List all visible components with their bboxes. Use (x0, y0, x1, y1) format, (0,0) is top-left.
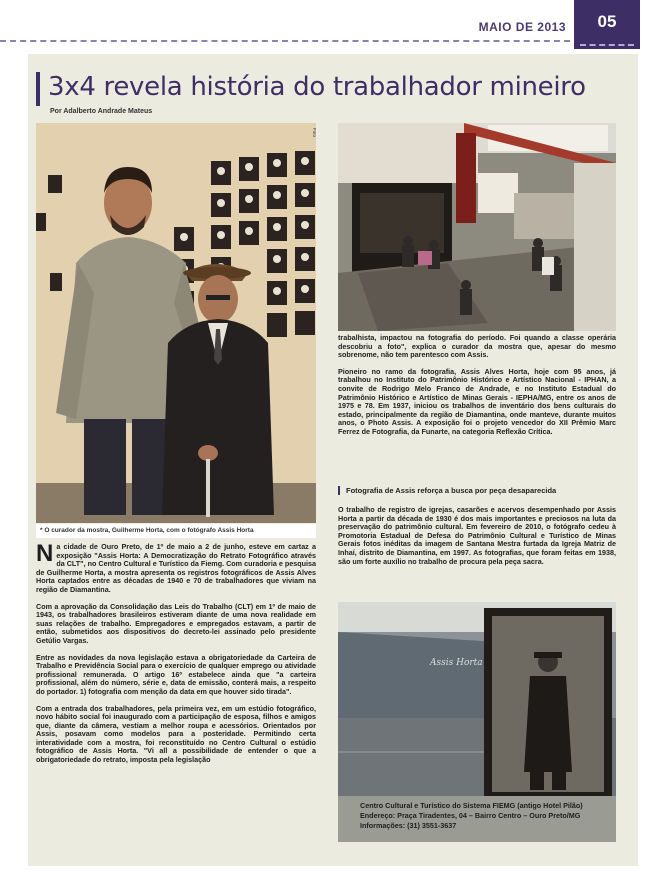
exhibit-photo (338, 602, 616, 796)
exhibit-sign-text: Assis Horta (430, 658, 483, 668)
photo-credit: Foto (312, 128, 317, 138)
museum-interior-photo (338, 123, 616, 331)
venue-address: Endereço: Praça Tiradentes, 04 – Bairro Centro – Ouro Preto/MG (360, 811, 581, 820)
venue-name: Centro Cultural e Turístico do Sistema FIEMG (antigo Hotel Pilão) (360, 801, 583, 810)
issue-date: MAIO DE 2013 (478, 20, 566, 34)
article-body-right-column (338, 334, 616, 445)
paragraph-3: Entre as novidades da nova legislação estava a obrigatoriedade da Carteira de Trabalho e Previdência Social para o exercício de qualquer emprego ou atividade profissional remunerada. O artigo 16º estabelece ainda que "a carteira profissional, além do número, série e, data de emissão, conterá mais, a respeito do portador. 1) fotografia com menção da data em que houver sido tirada". (36, 652, 316, 696)
paragraph-1-text: a cidade de Ouro Preto, de 1º de maio a 2 de junho, esteve em cartaz a exposição "Assis Horta: A Democratização do Retrato Fotográfico através da CLT", no Centro Cultural e Turístico da Fiemg. Com curadoria e pesquisa de Guilherme Horta, a mostra apresenta os registros fotográficos de Assis Alves Horta captados entre as décadas de 1940 e 70 de trabalhadores que viviam na região de Diamantina. (36, 542, 316, 594)
article-body-left-column (36, 540, 316, 773)
header-dashed-rule (0, 40, 570, 42)
main-photo-caption-text: * O curador da mostra, Guilherme Horta, com o fotógrafo Assis Horta (40, 527, 254, 534)
main-photo (36, 123, 316, 523)
title-accent-bar (36, 72, 40, 106)
paragraph-1 (36, 540, 316, 595)
exhibit-illustration (338, 602, 616, 796)
main-photo-caption (36, 524, 316, 538)
page-number-dashed-rule (580, 44, 634, 46)
paragraph-7: O trabalho de registro de igrejas, casarões e acervos desempenhado por Assis Horta a partir da década de 1930 é dos mais importantes e preciosos na luta da preservação do patrimônio cultural. Em fevereiro de 2010, o fotógrafo cedeu à Promotoria Estadual de Defesa do Patrimônio Cultural e Turístico de Minas Gerais fotos inéditas da imagem de Santana Mestra furtada da Igreja Matriz de Inhaí, distrito de Diamantina, em 1997. As fotografias, que foram feitas em 1938, são um forte auxílio no trabalho de procura pela peça sacra. (338, 505, 616, 566)
page-number: 05 (597, 12, 617, 31)
article-subhead: Fotografia de Assis reforça a busca por peça desaparecida (338, 486, 616, 495)
paragraph-4: Com a entrada dos trabalhadores, pela primeira vez, em um estúdio fotográfico, novo hábito social foi inaugurado com a participação de esposa, filhos e amigos que, diante da câmera, vestiam a melhor roupa e acessórios. Orientados por Assis, posavam como modelos para a posteridade. Permitindo certa interatividade com a mostra, foi reconstituído no Centro Cultural o estúdio fotográfico de Assis Horta. "Vi all a possibilidade de entender o que a obrigatoriedade do retrato, imposta pela legislação (36, 703, 316, 765)
article-byline: Por Adalberto Andrade Mateus (50, 108, 153, 115)
main-photo-illustration (36, 123, 316, 523)
venue-phone: Informações: (31) 3551-3637 (360, 821, 457, 830)
page-number-box (574, 0, 640, 49)
article-title: 3x4 revela história do trabalhador mineiro (48, 72, 586, 102)
museum-interior-illustration (338, 123, 616, 331)
venue-info-box (338, 796, 616, 842)
article-body-right-column-lower (338, 506, 616, 566)
dropcap: N (36, 540, 54, 567)
paragraph-2: Com a aprovação da Consolidação das Leis do Trabalho (CLT) em 1º de maio de 1943, os trabalhadores brasileiros estiveram diante de uma nova realidade em suas relações de trabalho. Empregadores e empregados estavam, a partir de então, submetidos aos dispositivos do decreto-lei assinado pelo presidente Getúlio Vargas. (36, 601, 316, 645)
paragraph-5: trabalhista, impactou na fotografia do período. Foi quando a classe operária descobriu a foto", explica o curador da mostra que, apesar do mesmo sobrenome, não tem parentesco com Assis. (338, 333, 616, 360)
paragraph-6: Pioneiro no ramo da fotografia, Assis Alves Horta, hoje com 95 anos, já trabalhou no Instituto do Patrimônio Histórico e Artístico Nacional - IPHAN, a convite de Rodrigo Melo Franco de Andrade, e no Instituto Estadual do Patrimônio Histórico e Artístico de Minas Gerais - IEPHA/MG, entre os anos de 1975 e 78. Em 1937, iniciou os trabalhos de inventário dos bens culturais do estado, principalmente da região de Diamantina, onde manteve, durante muitos anos, o Photo Assis. A exposição foi o projeto vencedor do XII Prêmio Marc Ferrez de Fotografia, da Funarte, na categoria Reflexão Crítica. (338, 366, 616, 436)
